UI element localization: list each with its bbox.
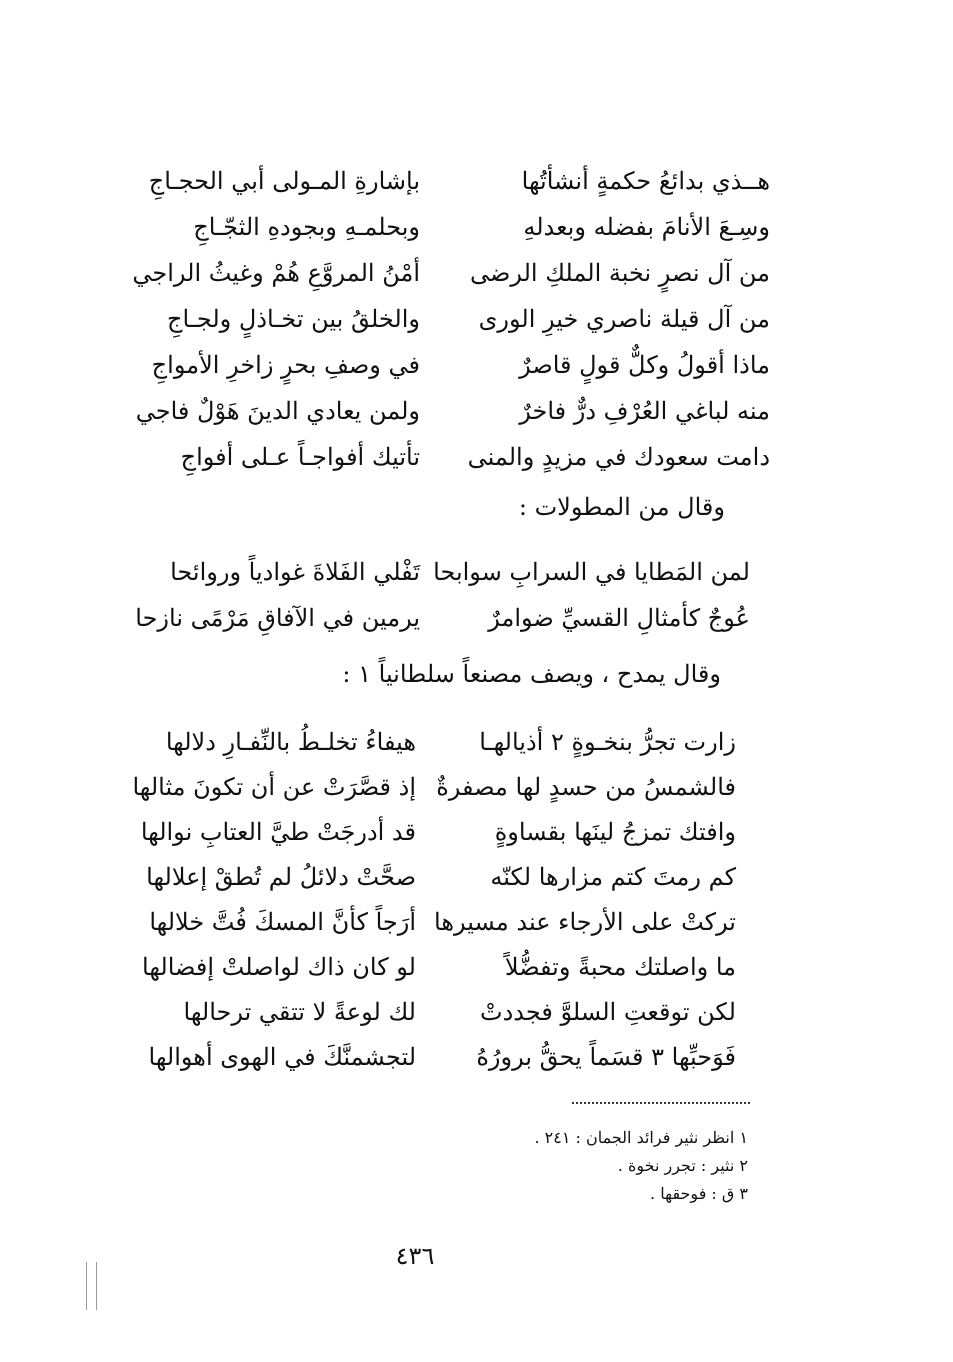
second-hemistich: أمْنُ المروَّعِ هُمْ وغيثُ الراجي — [132, 259, 420, 287]
intro-line-two: وقال من المطولات : — [518, 493, 725, 521]
footnote-item: ٣ ق : فوحقها . — [650, 1184, 748, 1203]
poem-three — [96, 720, 736, 1080]
second-hemistich: تَفْلي الفَلاةَ غوادياً وروائحا — [170, 558, 420, 586]
second-hemistich: قد أدرجَتْ طيَّ العتابِ نوالها — [140, 818, 416, 846]
first-hemistich: لكن توقعتِ السلوَّ فجددتْ — [480, 998, 736, 1026]
verse-line — [96, 945, 736, 990]
first-hemistich: عُوجٌ كأمثالِ القسيِّ ضوامرٌ — [488, 604, 750, 632]
footnotes — [534, 1124, 748, 1208]
second-hemistich: صحَّتْ دلائلُ لم تُطقْ إعلالها — [146, 863, 416, 891]
footnote-divider — [572, 1102, 750, 1104]
first-hemistich: فالشمسُ من حسدٍ لها مصفرةٌ — [436, 773, 736, 801]
first-hemistich: وافتك تمزجُ لينَها بقساوةٍ — [494, 818, 736, 846]
verse-line — [96, 720, 736, 765]
verse-line — [90, 296, 770, 342]
verse-line — [90, 204, 770, 250]
first-hemistich: كم رمتَ كتم مزارها لكنّه — [490, 863, 736, 891]
poem-two — [90, 549, 750, 641]
first-hemistich: تركتْ على الأرجاء عند مسيرها — [434, 908, 736, 936]
second-hemistich: هيفاءُ تخلـطُ بالنِّفـارِ دلالها — [165, 728, 416, 756]
first-hemistich: لمن المَطايا في السرابِ سوابحا — [433, 558, 750, 586]
verse-line — [90, 595, 750, 641]
first-hemistich: منه لباغي العُرْفِ درٌّ فاخرٌ — [519, 397, 770, 425]
page-number: ٤٣٦ — [395, 1242, 435, 1270]
second-hemistich: يرمين في الآفاقِ مَرْمًى نازحا — [135, 604, 420, 632]
poem-one — [90, 158, 770, 480]
verse-line — [96, 855, 736, 900]
footnote-item: ١ انظر نثير فرائد الجمان : ٢٤١ . — [534, 1128, 748, 1147]
verse-line — [96, 900, 736, 945]
second-hemistich: ولمن يعادي الدينَ هَوْلٌ فاجي — [135, 397, 420, 425]
second-hemistich: وبحلمـهِ وبجودهِ الثجّـاجِ — [193, 213, 420, 241]
second-hemistich: لتجشمنَّكَ في الهوى أهوالها — [148, 1043, 416, 1071]
verse-line — [96, 765, 736, 810]
verse-line — [90, 342, 770, 388]
verse-line — [90, 250, 770, 296]
second-hemistich: لك لوعةً لا تتقي ترحالها — [183, 998, 416, 1026]
second-hemistich: والخلقُ بين تخـاذلٍ ولجـاجِ — [167, 305, 420, 333]
first-hemistich: ماذا أقولُ وكلٌّ قولٍ قاصرٌ — [519, 351, 770, 379]
verse-line — [96, 990, 736, 1035]
second-hemistich: بإشارةِ المـولى أبي الحجـاجِ — [148, 167, 420, 195]
verse-line — [96, 1035, 736, 1080]
verse-line — [90, 434, 770, 480]
footnote-item: ٢ نثير : تجرر نخوة . — [617, 1156, 748, 1175]
first-hemistich: وسِـعَ الأنامَ بفضله وبعدلهِ — [523, 213, 770, 241]
first-hemistich: دامت سعودك في مزيدٍ والمنى — [467, 443, 770, 471]
second-hemistich: لو كان ذاك لواصلتْ إفضالها — [142, 953, 416, 981]
first-hemistich: زارت تجرُّ بنخـوةٍ ٢ أذيالهـا — [479, 728, 736, 756]
verse-line — [90, 158, 770, 204]
second-hemistich: في وصفِ بحرٍ زاخرِ الأمواجِ — [151, 351, 420, 379]
verse-line — [90, 549, 750, 595]
first-hemistich: ما واصلتك محبةً وتفضُّلاً — [504, 953, 736, 981]
verse-line — [90, 388, 770, 434]
verse-line — [96, 810, 736, 855]
first-hemistich: فَوَحبِّها ٣ قسَماً يحقُّ برورُهُ — [476, 1043, 736, 1071]
second-hemistich: أرَجاً كأنَّ المسكَ فُتَّ خلالها — [149, 908, 416, 936]
first-hemistich: من آل قيلة ناصري خيرِ الورى — [478, 305, 770, 333]
first-hemistich: هــذي بدائعُ حكمةٍ أنشأتُها — [521, 167, 770, 195]
intro-line-three: وقال يمدح ، ويصف مصنعاً سلطانياً ١ : — [342, 660, 721, 688]
first-hemistich: من آل نصرٍ نخبة الملكِ الرضى — [469, 259, 770, 287]
binding-mark — [86, 1262, 98, 1310]
second-hemistich: إذ قصَّرَتْ عن أن تكونَ مثالها — [132, 773, 416, 801]
second-hemistich: تأتيك أفواجـاً عـلى أفواجِ — [180, 443, 420, 471]
